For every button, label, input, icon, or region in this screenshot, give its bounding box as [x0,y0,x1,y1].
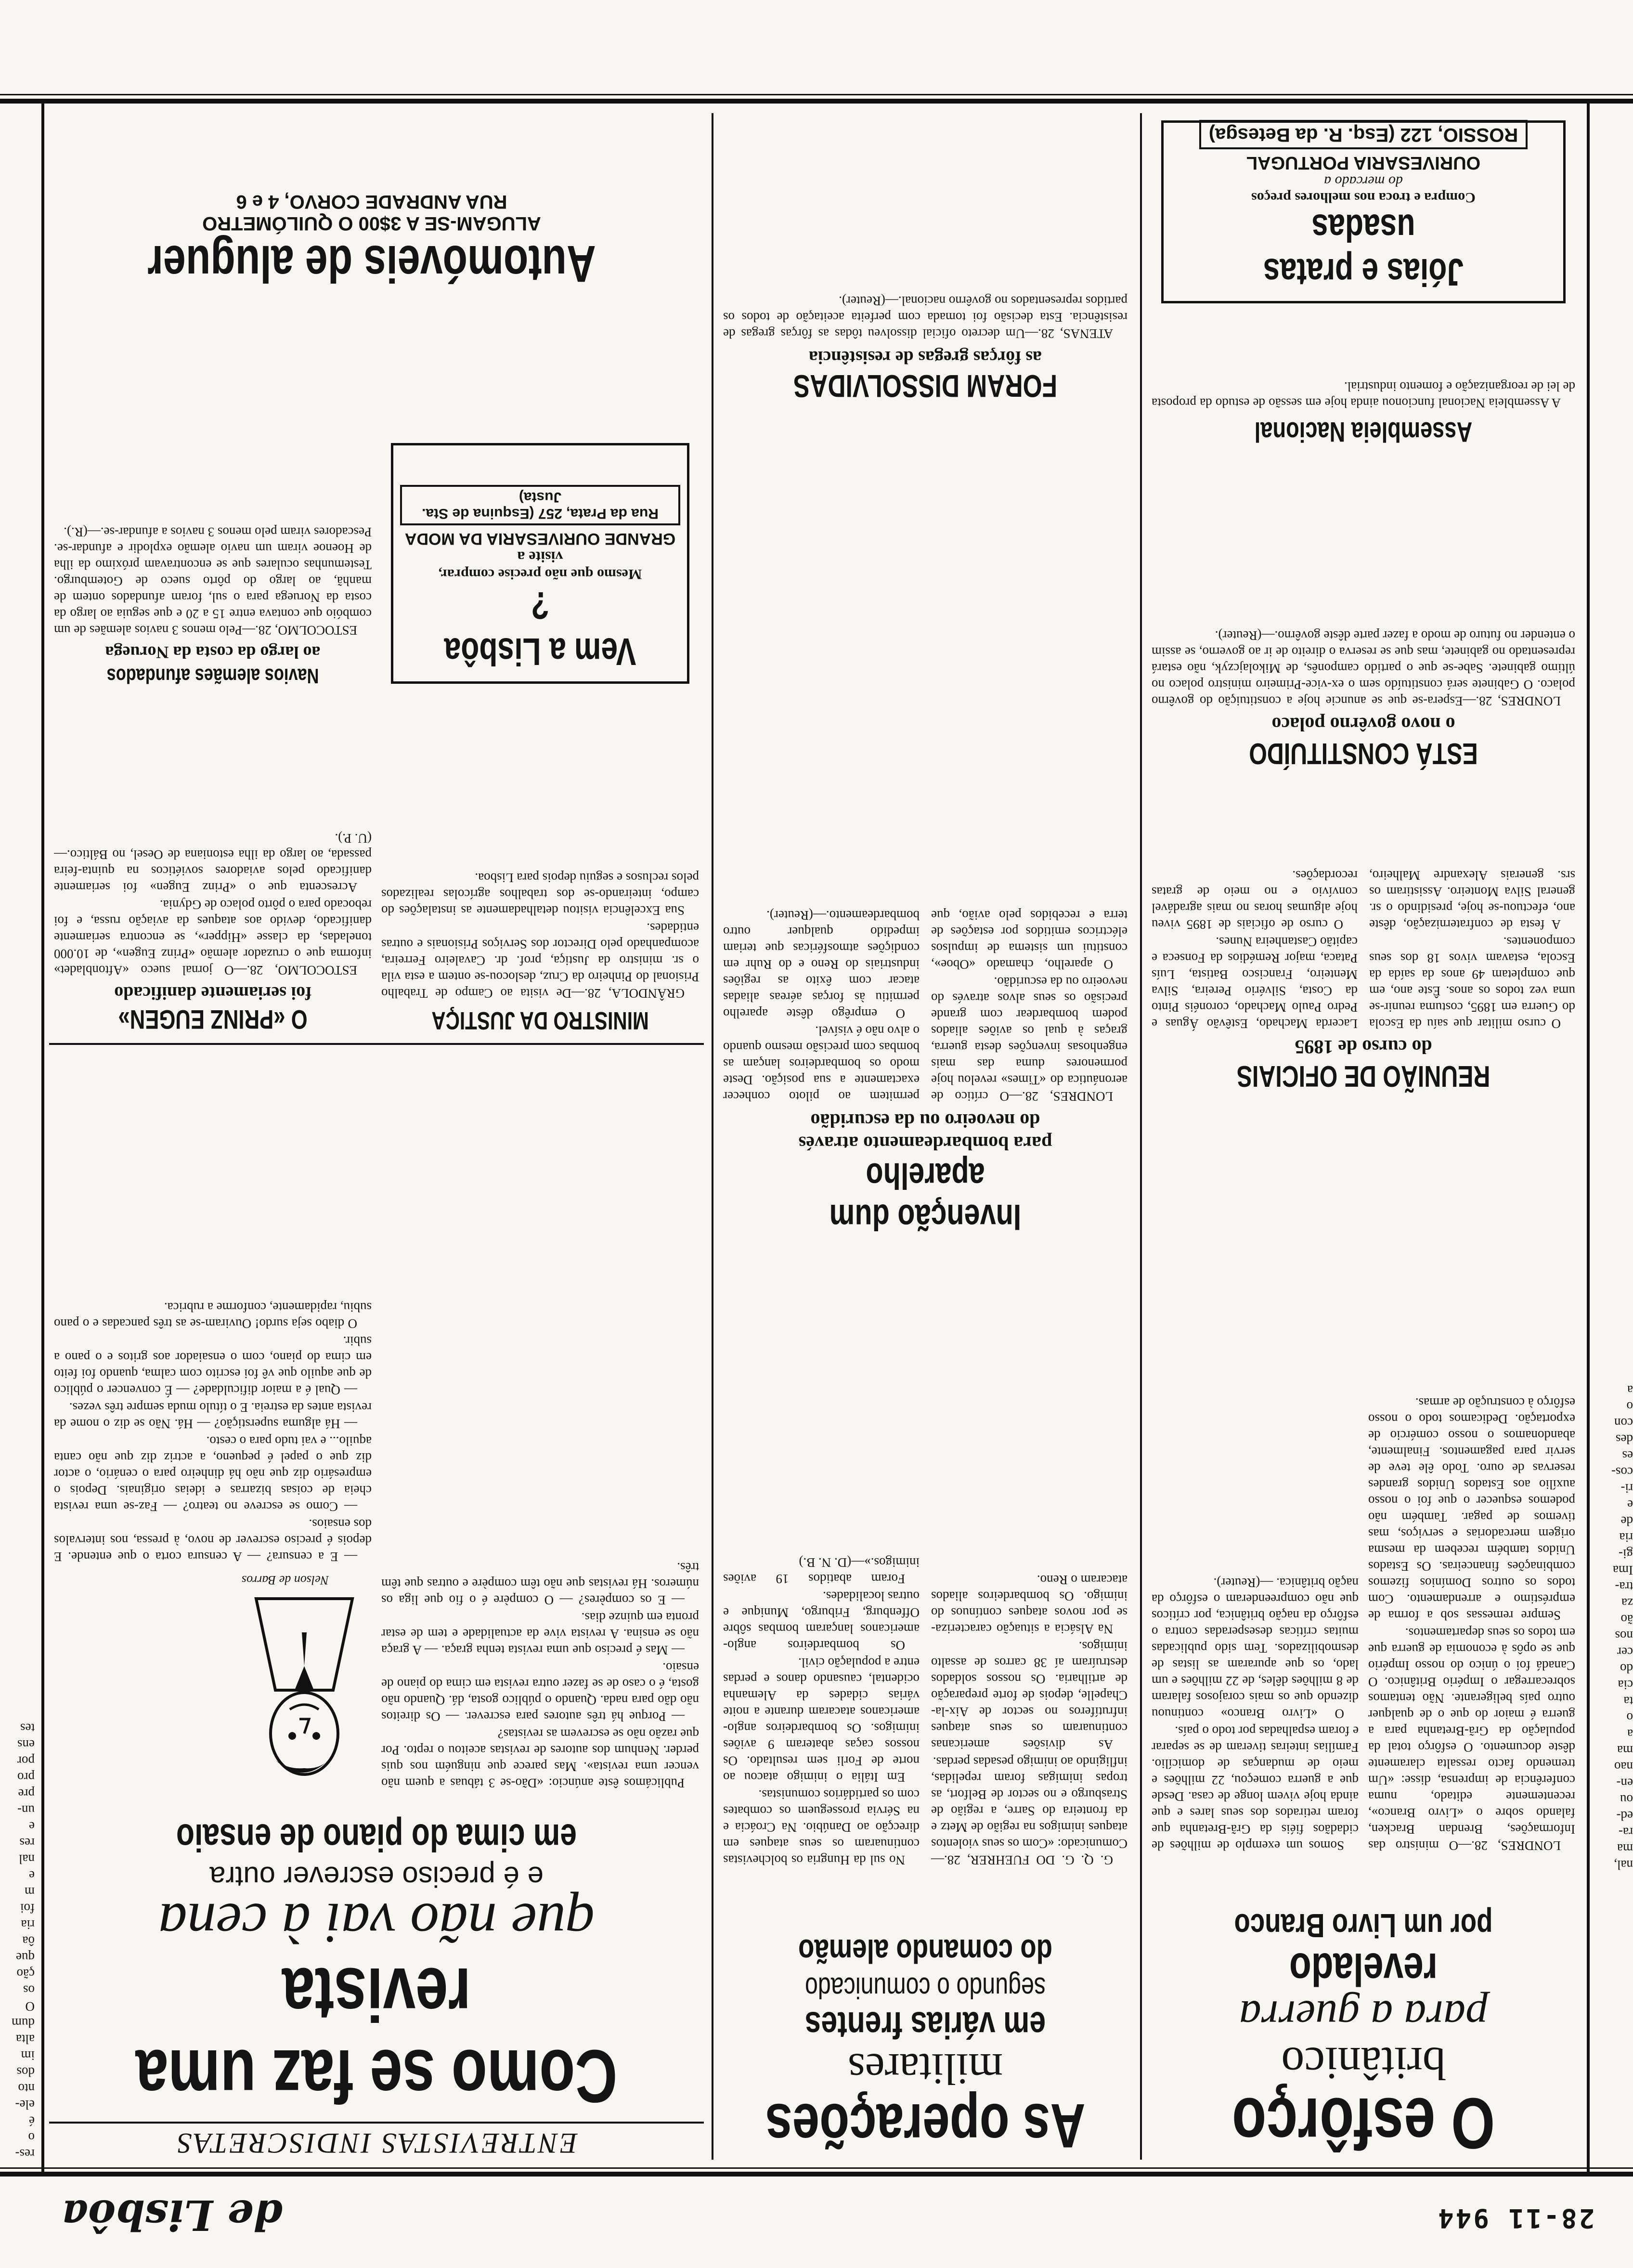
ad-lisboa-address: Rua da Prata, 257 (Esquina de Sta. Justa) [400,485,680,525]
esforco-title: O esfôrço [1231,2083,1495,2164]
paragraph: Publicámos êste anúncio: «Dão-se 3 tábuas a quem não vencer uma revista». Mas parece que ninguém nos quis perder. Nenhum dos autores de revistas aceitou o repto. Por que razão não se escrevem as revistas? [381,1727,699,1790]
assembleia-title: Assembleia Nacional [1254,416,1473,447]
paragraph: ESTOCOLMO, 28.—O jornal sueco «Aftonbladet» informa que o cruzador alemão «Prinz Eugen», de 10.000 toneladas, da classe «Hipper», se encontra seriamente danificado, devido aos ataques da aviação russa, e foi rebocado para o pôrto polaco de Gdynia. [54,898,372,978]
paragraph: — Qual é a maior dificuldade? — É convencer o público de que aquilo que vê foi escrito com calma, quando foi feito em cima do piano, com o ensaiador aos gritos e o pano a subir. [54,1334,372,1397]
operacoes-title2: militares [848,2045,1003,2094]
invencao-sub: para bombardeamento através [798,1133,1052,1154]
fragment-word: dum [11,2016,35,2030]
edge-rule-left [1587,101,1590,2172]
paragraph: GRÂNDOLA, 28.—De visita ao Campo de Trabalho Prisional do Pinheiro da Cruz, deslocou-se ontem a esta vila o sr. ministro da Justiça, prof. dr. Cavaleiro Ferreira, acompanhado pelo Director dos Serviços Prisionais e outras entidades. [381,921,699,1001]
operacoes-sub2: segundo o comunicado [804,1971,1046,2004]
fragment-word: tra- [1615,1579,1633,1594]
paragraph: O curso de oficiais de 1895 viveu hoje algumas horas no mais agradável convívio e no meio de gratas recordações. [1152,868,1358,932]
fragment-word: por [17,1754,35,1768]
fragment-word: ou [1620,1792,1633,1807]
edge-rule-right [41,101,44,2172]
dissolvidas-title: FORAM DISSOLVIDAS [793,368,1058,404]
ad-joias-line2: do mercado a [1324,173,1403,189]
fragment-word: ra- [1619,1825,1633,1839]
prinz-sub: foi seriamente danificado [114,983,311,1003]
paragraph: LONDRES, 28.—O crítico de aeronáutica do «Times» revelou hoje pormenores duma das mais engenhosas invenções desta guerra, graças à qual os aviões aliados podem bombardear com grande precisão os seus alvos através do nevoeiro ou da escuridão. [931,975,1128,1104]
ad-auto-title: Automóveis de aluguer [147,235,596,293]
fragment-word: res- [15,2147,35,2161]
edge-fragment-right [0,140,35,2162]
folio-title: de Lisbôa [61,2190,283,2239]
fragment-word: za [1621,1596,1633,1610]
paragraph: Na Alsácia a situação caracteriza-se por novos ataques contínuos do inimigo. Os bombardeiros aliados atacaram o Reno. [931,1573,1128,1636]
ministro-title: MINISTRO DA JUSTIÇA [431,1006,649,1034]
operacoes-body [723,1276,1128,1868]
fragment-word: de [1620,1514,1633,1528]
top-rule [0,2172,1633,2177]
paragraph: No sul da Hungria os bolchevistas continuaram os seus ataques em direcção ao Danúbio. Na Croácia e na Sérvia prosseguem os combates com os partidários comunistas. [723,1787,920,1867]
fragment-word: nal [19,1852,35,1866]
article-reuniao-oficiais [1152,785,1575,1093]
paragraph: ATENAS, 28.—Um decreto oficial dissolveu tôdas as fôrças gregas de resistência. Esta decisão foi tomada com perfeita aceitação de todos os partidos representados no govêrno nacional.—(Reuter). [723,294,1128,341]
fragment-word: foi [20,1901,35,1916]
paragraph: LONDRES, 28.—Espera-se que se anuncie hoje a constituição do govêrno polaco. O Gabinete será constituído sem o ex-vice-Primeiro ministro polaco no último gabinete. Sabe-se que o partido camponês, de Mikolajczyk, não estará representado no gabinete, mas que se reserva o direito de ir ao governo, se assim o entender no futuro de modo a fazer parte dêste govêrno.—(Reuter). [1152,628,1575,708]
fragment-word: nto [18,2081,35,2096]
paragraph: Foram abatidos 19 aviões inimigos.»—(D. N. B.) [723,1555,920,1586]
fragment-word: es [1622,1448,1633,1463]
article-prinz-eugen [54,698,372,1035]
fragment-word: ção [16,1967,35,1981]
paragraph: O diabo seja surdo! Ouviram-se as três pancadas e o pano subiu, rapidamente, conforme a rubrica. [54,1300,372,1331]
fragment-word: a [1627,1383,1633,1397]
column-rule-2 [712,113,713,2160]
reuniao-sub: do curso de 1895 [1295,1036,1432,1058]
fragment-word: im [21,2048,35,2063]
fragment-word: ens [17,1737,35,1752]
column-rule-1 [1140,113,1142,2160]
paragraph: — Como se escreve no teatro? — Faz-se uma revista cheia de coisas bizarras e ideias originais. Depois o empresário diz que não há dinheiro para o cenário, o actor diz que o papel é pequeno, a actriz diz que não canta aquilo... e vai tudo para o cesto. [54,1434,372,1514]
fragment-word: ta [1623,1694,1633,1708]
fragment-word: a [1627,1727,1633,1741]
fragment-word: o [1626,1399,1633,1414]
fragment-word: ôa [22,1934,35,1948]
article-governo-polaco [1152,462,1575,770]
revista-body-col-2 [54,1055,372,1565]
paragraph: Sua Excelência visitou detalhadamente as instalações do campo, inteirando-se dos trabalhos agrícolas realizados pelos reclusos e seguiu depois para Lisboa. [381,871,699,918]
fragment-word: res [19,1836,35,1850]
fragment-word: des [1616,1432,1633,1447]
fragment-word: e [29,1819,35,1834]
fragment-word: con [1614,1416,1633,1430]
esforco-revealed: revelado [1289,1943,1438,1995]
fragment-lines [1599,1382,1633,1873]
paragraph: — Porque há três autores para escrever. — Os direitos não dão para nada. Quando o público gosta, dá. Quando não gosta, é o caso de se fazer outra revista em cima do piano de ensaio. [381,1660,699,1724]
revista-sub3: em cima do piano de ensaio [176,1816,577,1859]
fragment-word: e [1627,1498,1633,1512]
paragraph: Acrescenta que o «Prinz Eugen» foi seriamente danificado pelos aviadores soviéticos na quinta-feira passada, ao largo da ilha estoniana de Oesel, no Báltico.—(U. P.). [54,831,372,895]
esforco-body-col-2 [1152,1108,1359,1854]
fragment-word: pre [18,1786,35,1801]
paragraph: O emprêgo dêste aparelho permitiu às forças aéreas aliadas atacar com êxito as regiões industriais do Reno e do Ruhr em condições atmosféricas que teriam impedido qualquer outro bombardeamento.—(Reuter). [723,908,920,1021]
navios-title: Navios alemães afundados [106,664,319,688]
fragment-word: ma [1617,1743,1633,1758]
fragment-word: do [1620,1661,1633,1676]
fragment-word: os [23,1983,35,1997]
article-assembleia [1152,323,1575,448]
paragraph: LONDRES, 28.—O ministro das Informações, Brendan Bracken, falando sobre o «Livro Branco», recentemente editado, numa conferência de imprensa, disse: «Um tremendo facto ressalta claramente dêste documento. O esfôrço total da população da Grã-Bretanha para a guerra é maior do que o de qualquer outro país beligerante. Não tentamos sobrecarregar o Império Britânico. O Canadá foi o único do nosso Império que se opôs à economia de guerra que em todos os seus departamentos. [1368,1626,1575,1853]
fragment-word: ão [1620,1612,1633,1627]
fragment-word: ed- [1616,1809,1633,1823]
paragraph: O curso militar que saíu da Escola do Guerra em 1895, costuma reunir-se uma vez todos os anos. Êste ano, em que completam 49 anos da saída da Escola, estavam vivos 18 dos seus componentes. [1369,935,1575,1031]
paragraph: ESTOCOLMO, 28.—Pelo menos 3 navios alemães de um combóio que contava entre 15 a 20 e que seguia ao largo da costa da Noruega para o sul, foram afundados ontem de manhã, ao largo do pôrto sueco de Gotemburgo. Testemunhas oculares que se encontravam próximo da ilha de Hoenoe viram um navio alemão explodir e afundar-se. Pescadores viram pelo menos 3 navios a afundar-se.—(R.). [54,525,372,638]
polaco-sub: o novo govêrno polaco [1271,714,1455,735]
fragment-word: m [24,1885,35,1899]
bottom-rule [0,99,1633,104]
fragment-word: cer [1617,1645,1633,1659]
fragment-word: ele- [15,2098,35,2112]
caricature-illustration [237,1589,372,1791]
fragment-word: dos [16,2065,35,2079]
operacoes-subtitle: em várias frentes [804,2004,1046,2046]
esforco-body-col-1 [1368,1108,1575,1854]
fragment-word: é [29,2114,35,2128]
fragment-word: O [25,1999,35,2014]
revista-byline: Nelson de Barros [242,1573,329,1587]
revista-subtitle: que não vai à cena [158,1891,595,1955]
esforco-title2: britânico [1281,2038,1446,2089]
page-date: 28-11 944 [1436,2203,1594,2233]
fragment-word: nao [1614,1760,1633,1774]
fragment-word: o [1626,1710,1633,1725]
paragraph: Sempre remessas sob a forma de empréstimo e arrendamento. Com todos os outros Domínios fizemos combinações financeiras. Os Estados Unidos também recebem da mesma origem mercadorias e serviços, mas tivemos de pagar. Também não podemos esquecer o que foi o nosso auxílio aos Estados Unidos grandes reservas de ouro. Todo êle teve de servir para pagamentos. Finalmente, abandonamos o nosso comércio de exportação. Dedicamos todo o nosso esfôrço à construção de armas. [1368,1395,1575,1623]
article-navios-afundados [54,303,372,689]
top-rule-thin [0,2167,1633,2169]
revista-title: Como se faz uma revista [135,1952,618,2118]
esforco-heading [1147,1906,1580,2164]
article-foram-dissolvidas [723,116,1128,404]
esforco-by-book: por um Livro Branco [1234,1907,1493,1944]
invencao-title: Invenção dum aparelho [829,1155,1022,1238]
paragraph: As divisões americanas continuaram os seus ataques infrutíferos no sector de Aix-la-Chapelle, depois de forte preparação de artilharia. Os nossos soldados destruíram aí 38 carros de assalto inimigos. [931,1639,1128,1752]
caricature-drawing [237,1589,372,1791]
operacoes-sub3: do comando alemão [798,1932,1052,1970]
fragment-word: alta [16,2032,35,2046]
ad-auto-line1: ALUGAM-SE A 3$00 O QUILÓMETRO [202,213,541,234]
bottom-rule-thin [0,94,1633,95]
fragment-word: Ima [1613,1563,1633,1577]
ad-joias-title: Jóias e pratas usadas [1263,207,1464,294]
paragraph: G. Q. G. DO FUEHRER, 28.—Comunicado: «Com os seus violentos ataques inimigos na região de Metz e da fronteira do Sarre, a região de Strasburgo e no sector de Belfort, as tropas inimigas foram repelidas, infligindo ao inimigo pesadas perdas. [931,1755,1128,1867]
revista-body-col-1 [381,1055,699,1791]
ad-joias [1161,120,1566,303]
paragraph: — Há alguma superstição? — Há. Não se diz o nome da revista antes da estreia. E o título muda sempre três vezes. [54,1400,372,1431]
polaco-title: ESTÁ CONSTITUÍDO [1249,737,1478,770]
fragment-word: ri- [1620,1481,1633,1496]
ad-lisboa-shop: GRANDE OURIVESARIA DA MODA [404,530,676,548]
invencao-sub2: do nevoeiro ou da escuridão [810,1110,1040,1132]
esforco-subtitle: para a guerra [1239,1992,1488,2041]
fragment-word: tes [20,1721,35,1735]
prinz-title: O «PRINZ EUGEN» [118,1004,308,1035]
ad-joias-address: ROSSIO, 122 (Esq. R. da Betesga) [1199,120,1528,149]
operacoes-title: As operações [765,2091,1086,2161]
article-ministro-justica [381,698,699,1035]
operacoes-heading [718,1932,1132,2160]
revista-rule [49,1043,704,1045]
fragment-word: cos- [1611,1465,1633,1479]
paragraph: Em Itália o inimigo atacou ao norte de Forli sem resultado. Os nossos caças abateram 9 aviões inimigos. Os bombardeiros anglo-americanos atacaram durante a noite várias cidades da Alemanha ocidental, causando danos e perdas entre a população civil. [723,1655,920,1785]
revista-sub2: e é preciso escrever outra [209,1861,544,1893]
article-invencao-aparelho [723,650,1128,1238]
fragment-word: nos [1615,1629,1633,1643]
ad-vem-a-lisboa [391,443,689,684]
fragment-word: que [16,1950,35,1965]
paragraph: Somos um exemplo de milhões de cidadãos fiéis da Grã-Bretanha que foram retirados dos seus lares e que ainda hoje vivem longe de casa. Desde que a guerra começou, 22 milhões e meio de mudanças de domicílio. Famílias inteiras tiveram de se separar e foram espalhadas por todo o país. [1152,1724,1359,1853]
revista-heading [49,1815,704,2160]
paragraph: Os bombardeiros anglo-americanos lançaram bombas sôbre Offenburg, Friburgo, Munique e outras localidades. [723,1589,920,1653]
ad-automoveis [54,120,689,294]
ad-lisboa-line2: visite a [517,548,563,566]
fragment-word: ma [1617,1841,1633,1856]
fragment-word: un- [17,1803,35,1817]
fragment-word: pro [17,1770,35,1785]
fragment-word: nal, [1614,1858,1633,1872]
fragment-word: cia [1618,1678,1633,1692]
fragment-word: ria [1619,1530,1633,1545]
paragraph: — Mas é preciso que uma revista tenha graça. — A graça não se ensina. A revista vive da actualidade e tem de estar pronta em quinze dias. [381,1610,699,1657]
fragment-word: en- [1616,1776,1633,1790]
paragraph: — E os compères? — O compère é o fio que liga os números. Há revistas que não têm compère e outras que têm três. [381,1560,699,1607]
edge-fragment-left [1599,140,1633,1873]
paragraph: A festa de confraternização, dêste ano, efectuou-se hoje, presidindo o sr. general Silva Monteiro. Assistiram os srs. generais Alexandre Malheiro, Lacerda Machado, Estêvão Águas e Pedro Paulo Machado, coronéis Pinto da Costa, Silvério Pereira, Silva Menteiro, Francisco Batista, Luís Pataca, major Remédios da Fonseca e capitão Castanheira Nunes. [1152,868,1575,1031]
paragraph: O «Livro Branco» continuou dizendo que os mais corajosos falaram de 8 milhões dêles, de 22 milhões e um lado, os que apuraram as listas de desmobilizados. Tem sido publicadas muitas críticas desesperadas contra o esfôrço da nação britânica, por críticos que não compreenderam o esfôrço da nação britânica. —(Reuter). [1152,1576,1359,1721]
revista-kicker: ENTREVISTAS INDISCRETAS [49,2122,704,2160]
ad-lisboa-title: Vem a Lisbôa ? [444,584,636,673]
ad-lisboa-line1: Mesmo que não precise comprar, [438,566,642,582]
reuniao-title: REUNIÃO DE OFICIAIS [1236,1059,1490,1093]
paragraph: A Assembleia Nacional funcionou ainda hoje em sessão de estudo da proposta de lei de reorganização e fomento industrial. [1152,379,1575,410]
ad-auto-line2: RUA ANDRADE CORVO, 4 e 6 [236,191,507,212]
paragraph: O aparelho, chamado «Oboe», constitui um sistema de impulsos eléctricos emitidos por estações de terra e recebidos pelo avião, que permitem ao piloto conhecer exactamente a sua posição. Deste modo os bombardeiros lançam as bombas com precisão mesmo quando o alvo não é visível. [723,908,1128,1104]
ad-joias-shop: OURIVESARIA PORTUGAL [1246,153,1481,173]
ad-joias-line1: Compra e troca nos melhores preços [1251,190,1476,206]
dissolvidas-sub: as fôrças gregas de resistência [808,347,1042,367]
paragraph: — E a censura? — A censura corta o que entende. E depois é preciso escrever de novo, à pressa, nos intervalos dos ensaios. [54,1517,372,1564]
fragment-lines [0,1720,35,2162]
navios-sub: ao largo da costa da Noruega [105,643,321,662]
fragment-word: ria [21,1917,35,1932]
fragment-word: e [29,1868,35,1883]
fragment-word: gi- [1619,1547,1633,1561]
fragment-word: o [28,2130,35,2145]
